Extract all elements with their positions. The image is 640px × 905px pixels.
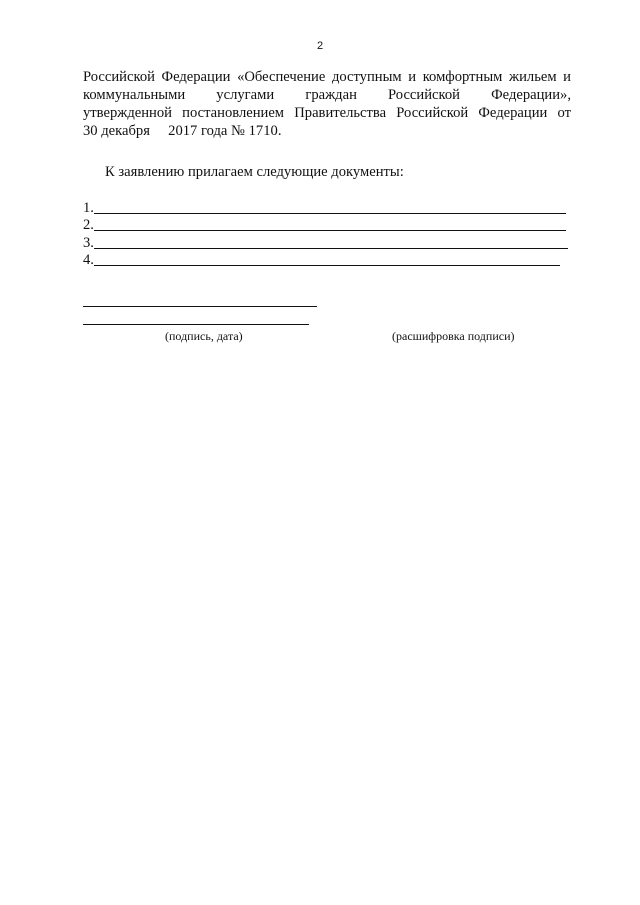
- body-paragraph: [83, 68, 571, 140]
- item-number: 2.: [83, 217, 94, 233]
- fill-in-blank[interactable]: [94, 252, 560, 266]
- paragraph-line: утвержденной постановлением Правительства Российской Федерации от: [83, 105, 571, 121]
- attachments-intro: К заявлению прилагаем следующие документы:: [105, 164, 404, 180]
- signature-caption: (подпись, дата): [165, 329, 243, 343]
- fill-in-blank[interactable]: [94, 200, 566, 214]
- attachments-list: [83, 199, 573, 269]
- item-number: 4.: [83, 252, 94, 268]
- list-item: [83, 252, 573, 270]
- paragraph-line: коммунальными услугами граждан Российской Федерации»,: [83, 87, 571, 103]
- list-item: [83, 217, 573, 235]
- decode-caption: (расшифровка подписи): [392, 329, 515, 343]
- fill-in-blank[interactable]: [94, 217, 566, 231]
- page-number: 2: [316, 40, 324, 52]
- item-number: 3.: [83, 234, 94, 251]
- fill-in-blank[interactable]: [94, 235, 568, 249]
- list-item: [83, 199, 573, 217]
- list-item: [83, 234, 573, 252]
- signature-name-line[interactable]: [83, 324, 309, 325]
- signature-line[interactable]: [83, 306, 317, 307]
- item-number: 1.: [83, 199, 94, 216]
- paragraph-line: Российской Федерации «Обеспечение доступным и комфортным жильем и: [83, 69, 571, 85]
- paragraph-line: 30 декабря 2017 года № 1710.: [83, 123, 282, 139]
